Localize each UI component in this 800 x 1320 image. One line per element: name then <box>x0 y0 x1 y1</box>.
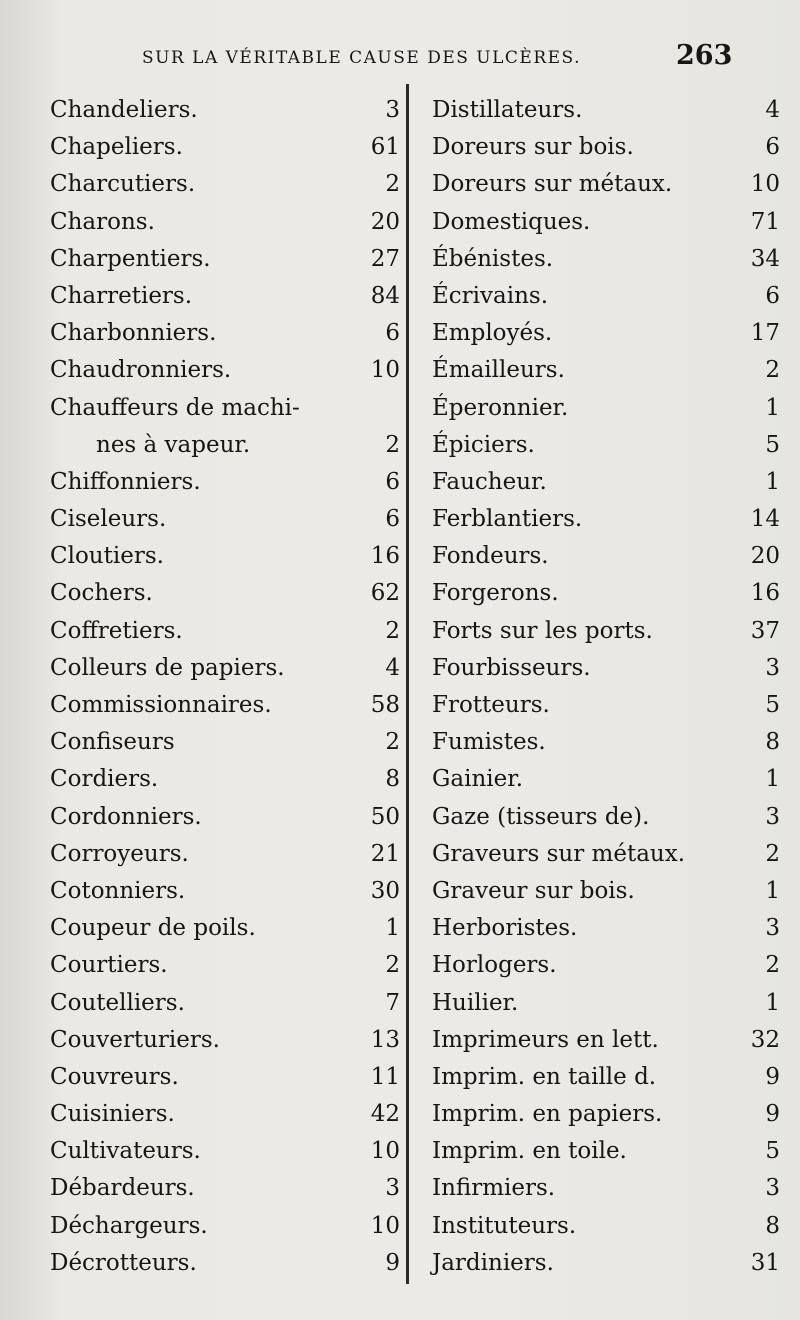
occupation-name: Doreurs sur métaux. <box>432 171 673 198</box>
occupation-count: 50 <box>370 803 400 830</box>
occupation-count: 61 <box>370 134 400 161</box>
list-item <box>50 129 400 166</box>
occupation-count: 8 <box>765 1212 780 1239</box>
page-header <box>0 40 800 84</box>
occupation-name: Chauffeurs de machi- <box>50 394 300 421</box>
list-item <box>432 910 780 947</box>
occupation-name: Faucheur. <box>432 468 547 495</box>
occupation-count: 42 <box>370 1101 400 1128</box>
occupation-count: 11 <box>370 1063 400 1090</box>
list-item <box>50 1096 400 1133</box>
occupation-count: 20 <box>750 543 780 570</box>
occupation-name: Cotonniers. <box>50 877 186 904</box>
list-item <box>50 687 400 724</box>
list-item <box>50 650 400 687</box>
occupation-name: Graveurs sur métaux. <box>432 840 685 867</box>
list-item <box>50 538 400 575</box>
occupation-name: Graveur sur bois. <box>432 877 635 904</box>
occupation-name: Imprim. en papiers. <box>432 1101 663 1128</box>
occupation-name: Ciseleurs. <box>50 506 167 533</box>
list-item <box>432 278 780 315</box>
list-item <box>50 799 400 836</box>
occupation-count: 58 <box>370 692 400 718</box>
list-item <box>50 278 400 315</box>
list-item <box>50 761 400 798</box>
occupation-count: 2 <box>385 729 400 756</box>
occupation-count: 21 <box>370 840 400 867</box>
occupation-count: 16 <box>750 580 780 607</box>
list-item <box>432 538 780 575</box>
list-item <box>50 1170 400 1207</box>
occupation-count: 31 <box>750 1249 780 1276</box>
list-item <box>432 1170 780 1207</box>
occupation-count: 1 <box>765 877 780 904</box>
occupation-count: 27 <box>370 245 400 272</box>
list-item <box>432 464 780 501</box>
list-item <box>432 241 780 278</box>
occupation-count: 3 <box>385 1175 400 1202</box>
list-item <box>50 427 400 464</box>
occupation-name: Chandeliers. <box>50 97 198 123</box>
occupation-count: 1 <box>765 766 780 793</box>
list-item <box>432 1022 780 1059</box>
occupation-name: Imprim. en toile. <box>432 1138 627 1165</box>
list-item <box>432 390 780 427</box>
list-item <box>432 836 780 873</box>
occupation-name: Forts sur les ports. <box>432 617 653 644</box>
occupation-count: 62 <box>370 580 400 607</box>
occupation-count: 10 <box>370 1212 400 1239</box>
column-divider <box>406 84 409 1284</box>
occupation-name: Ferblantiers. <box>432 506 583 533</box>
occupation-count: 2 <box>765 952 780 979</box>
occupation-name: Gainier. <box>432 766 524 793</box>
occupation-count: 5 <box>765 1138 780 1165</box>
list-item <box>50 92 400 129</box>
occupation-name: Distillateurs. <box>432 97 583 123</box>
occupation-name: Cordiers. <box>50 766 159 793</box>
list-item <box>432 166 780 203</box>
list-item <box>432 129 780 166</box>
occupation-name: Ébénistes. <box>432 245 554 272</box>
occupation-name: Confiseurs <box>50 729 175 756</box>
list-item <box>432 315 780 352</box>
list-item <box>50 352 400 389</box>
list-item <box>50 1022 400 1059</box>
list-item <box>50 390 400 427</box>
occupation-name: Coutelliers. <box>50 989 185 1016</box>
occupation-name: Coffretiers. <box>50 617 183 644</box>
list-item <box>50 315 400 352</box>
occupation-count: 6 <box>765 134 780 161</box>
occupation-count: 3 <box>385 97 400 123</box>
occupation-name: Décrotteurs. <box>50 1249 197 1276</box>
occupation-count: 8 <box>765 729 780 756</box>
occupation-count: 1 <box>765 989 780 1016</box>
left-column <box>50 92 400 1282</box>
occupation-count: 30 <box>370 877 400 904</box>
running-title: SUR LA VÉRITABLE CAUSE DES ULCÈRES. <box>142 48 581 68</box>
occupation-name: Cloutiers. <box>50 543 164 570</box>
list-item <box>432 575 780 612</box>
occupation-name: Épiciers. <box>432 431 535 458</box>
occupation-count: 5 <box>765 431 780 458</box>
list-item <box>432 501 780 538</box>
list-item <box>50 204 400 241</box>
list-item <box>432 1059 780 1096</box>
list-item <box>432 687 780 724</box>
list-item <box>50 910 400 947</box>
occupation-name: Horlogers. <box>432 952 557 979</box>
occupation-count: 14 <box>750 506 780 533</box>
occupation-name: Charpentiers. <box>50 245 211 272</box>
list-item <box>432 947 780 984</box>
occupation-count: 1 <box>765 394 780 421</box>
occupation-name: Fondeurs. <box>432 543 549 570</box>
occupation-count: 7 <box>385 989 400 1016</box>
occupation-name: Gaze (tisseurs de). <box>432 803 650 830</box>
list-item <box>50 575 400 612</box>
occupation-name: Domestiques. <box>432 208 591 235</box>
occupation-name: Doreurs sur bois. <box>432 134 634 161</box>
list-item <box>432 1096 780 1133</box>
occupation-count: 6 <box>385 468 400 495</box>
occupation-count: 10 <box>370 357 400 384</box>
occupation-count: 3 <box>765 654 780 681</box>
list-item <box>50 241 400 278</box>
occupation-count: 32 <box>750 1026 780 1053</box>
occupation-count: 16 <box>370 543 400 570</box>
occupation-name: Jardiniers. <box>432 1249 554 1276</box>
occupation-name: Cordonniers. <box>50 803 202 830</box>
occupation-count: 37 <box>750 617 780 644</box>
list-item <box>50 501 400 538</box>
occupation-count: 4 <box>385 654 400 681</box>
occupation-name: Corroyeurs. <box>50 840 189 867</box>
occupation-name: Coupeur de poils. <box>50 915 256 942</box>
occupation-count: 2 <box>765 840 780 867</box>
occupation-name: Frotteurs. <box>432 692 550 718</box>
occupation-name: Instituteurs. <box>432 1212 577 1239</box>
occupation-name: Éperonnier. <box>432 394 569 421</box>
occupation-name: Émailleurs. <box>432 357 565 384</box>
list-item <box>432 352 780 389</box>
occupation-name: Écrivains. <box>432 282 549 309</box>
occupation-count: 10 <box>750 171 780 198</box>
list-item <box>432 650 780 687</box>
list-item <box>432 92 780 129</box>
occupation-count: 2 <box>385 431 400 458</box>
occupation-name: Couvreurs. <box>50 1063 179 1090</box>
occupation-count: 4 <box>765 97 780 123</box>
occupation-count: 6 <box>385 506 400 533</box>
occupation-count: 9 <box>765 1063 780 1090</box>
occupation-name: Imprim. en taille d. <box>432 1063 657 1090</box>
list-item <box>50 166 400 203</box>
occupation-count: 9 <box>765 1101 780 1128</box>
occupation-name: Charretiers. <box>50 282 193 309</box>
occupation-name: Charcutiers. <box>50 171 196 198</box>
list-item <box>50 1208 400 1245</box>
occupation-count: 3 <box>765 803 780 830</box>
occupation-name: Charons. <box>50 208 155 235</box>
list-item <box>432 1245 780 1282</box>
occupation-name: Charbonniers. <box>50 320 217 347</box>
list-item <box>432 761 780 798</box>
occupation-name: Imprimeurs en lett. <box>432 1026 659 1053</box>
occupation-name: Colleurs de papiers. <box>50 654 285 681</box>
occupation-count: 71 <box>750 208 780 235</box>
occupation-name: Herboristes. <box>432 915 578 942</box>
occupation-name: Courtiers. <box>50 952 168 979</box>
list-item <box>50 1133 400 1170</box>
list-item <box>432 427 780 464</box>
right-column <box>432 92 780 1282</box>
occupation-count: 20 <box>370 208 400 235</box>
occupation-count: 6 <box>385 320 400 347</box>
list-item <box>50 464 400 501</box>
occupation-name: Fourbisseurs. <box>432 654 591 681</box>
list-item <box>50 985 400 1022</box>
list-item <box>50 1245 400 1282</box>
list-item <box>50 947 400 984</box>
list-item <box>432 1208 780 1245</box>
occupation-name: Commissionnaires. <box>50 692 272 718</box>
list-item <box>50 873 400 910</box>
occupation-name: Chaudronniers. <box>50 357 232 384</box>
occupation-count: 84 <box>370 282 400 309</box>
occupation-count: 8 <box>385 766 400 793</box>
occupation-count: 2 <box>385 171 400 198</box>
occupation-name: Couverturiers. <box>50 1026 220 1053</box>
list-item <box>50 724 400 761</box>
occupation-count: 9 <box>385 1249 400 1276</box>
list-item <box>432 799 780 836</box>
occupation-name: Débardeurs. <box>50 1175 195 1202</box>
list-item <box>432 613 780 650</box>
occupation-name: Chiffonniers. <box>50 468 201 495</box>
occupation-name: Chapeliers. <box>50 134 183 161</box>
list-item <box>50 836 400 873</box>
occupation-count: 2 <box>385 617 400 644</box>
occupation-count: 3 <box>765 915 780 942</box>
occupation-count: 17 <box>750 320 780 347</box>
occupation-name: Cochers. <box>50 580 153 607</box>
occupation-name: Employés. <box>432 320 553 347</box>
occupation-name: Forgerons. <box>432 580 559 607</box>
list-item <box>432 724 780 761</box>
occupation-name: nes à vapeur. <box>96 431 251 458</box>
list-item <box>432 1133 780 1170</box>
list-item <box>50 613 400 650</box>
occupation-count: 3 <box>765 1175 780 1202</box>
occupation-count: 5 <box>765 692 780 718</box>
occupation-name: Déchargeurs. <box>50 1212 208 1239</box>
occupation-count: 2 <box>385 952 400 979</box>
occupation-count: 1 <box>765 468 780 495</box>
occupation-count: 2 <box>765 357 780 384</box>
occupation-name: Cultivateurs. <box>50 1138 201 1165</box>
occupation-count: 6 <box>765 282 780 309</box>
list-item <box>50 1059 400 1096</box>
occupation-name: Fumistes. <box>432 729 546 756</box>
page-number: 263 <box>676 40 733 71</box>
list-item <box>432 204 780 241</box>
list-item <box>432 873 780 910</box>
occupation-count: 1 <box>385 915 400 942</box>
occupation-name: Infirmiers. <box>432 1175 556 1202</box>
occupation-count: 10 <box>370 1138 400 1165</box>
occupation-count: 34 <box>750 245 780 272</box>
occupation-count: 13 <box>370 1026 400 1053</box>
list-item <box>432 985 780 1022</box>
occupation-name: Cuisiniers. <box>50 1101 175 1128</box>
occupation-name: Huilier. <box>432 989 519 1016</box>
